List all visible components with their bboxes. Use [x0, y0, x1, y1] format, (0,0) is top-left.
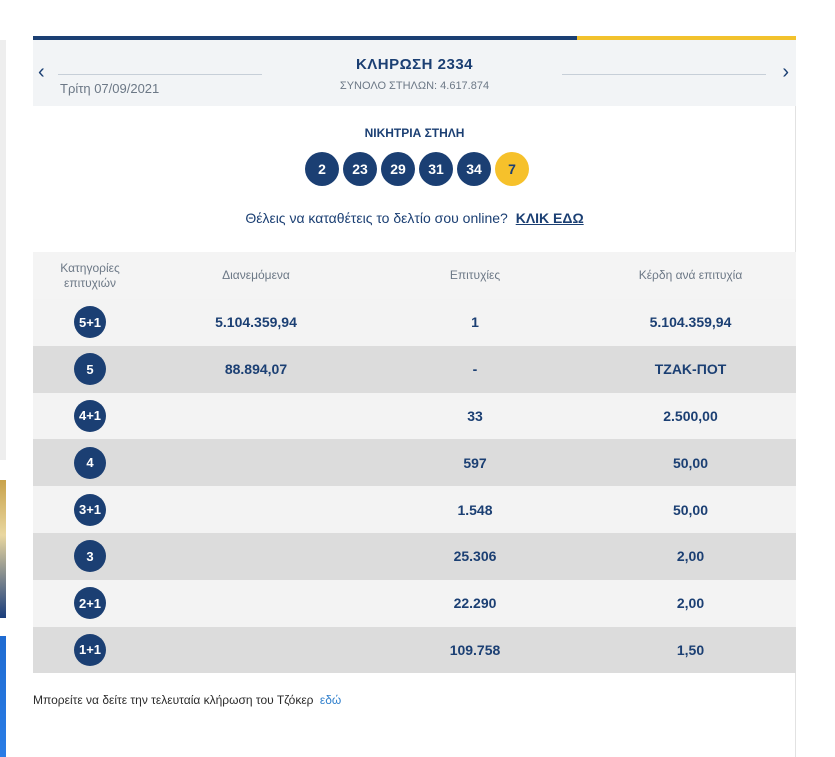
- winners-value: 33: [467, 407, 483, 424]
- table-row: [33, 580, 796, 627]
- chevron-right-icon[interactable]: ›: [782, 61, 789, 83]
- click-here-link[interactable]: ΚΛΙΚ ΕΔΩ: [515, 210, 584, 226]
- winning-number-ball: 29: [381, 152, 415, 186]
- table-header: [33, 252, 796, 299]
- prize-value: 2,00: [676, 548, 705, 565]
- table-row: [33, 439, 796, 486]
- winning-column-title: ΝΙΚΗΤΡΙΑ ΣΤΗΛΗ: [364, 126, 465, 140]
- left-banner-image: [0, 480, 6, 618]
- left-sidebar-edge: [0, 40, 6, 460]
- winning-number-ball: 23: [343, 152, 377, 186]
- distributed-value: 88.894,07: [224, 361, 288, 378]
- table-row: [33, 627, 796, 674]
- table-row: [33, 393, 796, 440]
- footer-note: [33, 693, 341, 707]
- category-badge: 3: [74, 540, 106, 572]
- winning-number-ball: 34: [457, 152, 491, 186]
- footer-link[interactable]: εδώ: [319, 693, 342, 707]
- winners-value: 25.306: [453, 548, 497, 565]
- category-badge: 3+1: [74, 494, 106, 526]
- header-categories: Κατηγορίες επιτυχιών: [60, 260, 120, 290]
- online-ticket-text: Θέλεις να καταθέτεις το δελτίο σου online?: [245, 210, 508, 226]
- category-badge: 4+1: [74, 400, 106, 432]
- prize-value: 2.500,00: [663, 407, 718, 424]
- category-badge: 5+1: [74, 306, 106, 338]
- chevron-left-icon[interactable]: ‹: [38, 61, 45, 83]
- header-winners: Επιτυχίες: [449, 268, 501, 282]
- draw-date: Τρίτη 07/09/2021: [60, 81, 160, 96]
- table-row: [33, 486, 796, 533]
- category-badge: 4: [74, 447, 106, 479]
- draw-title: ΚΛΗΡΩΣΗ 2334: [355, 56, 474, 73]
- top-navigation: [0, 0, 835, 8]
- category-badge: 1+1: [74, 634, 106, 666]
- prize-value: 5.104.359,94: [649, 314, 732, 331]
- winning-number-ball: 2: [305, 152, 339, 186]
- prize-value: 2,00: [676, 595, 705, 612]
- category-badge: 5: [74, 353, 106, 385]
- distributed-value: 5.104.359,94: [215, 314, 297, 331]
- header-distributed: Διανεμόμενα: [222, 268, 290, 282]
- winners-value: 109.758: [449, 641, 501, 658]
- bonus-number-ball: 7: [495, 152, 529, 186]
- winning-number-ball: 31: [419, 152, 453, 186]
- prize-table: [33, 252, 796, 673]
- category-badge: 2+1: [74, 587, 106, 619]
- divider-right: [562, 74, 766, 75]
- header-prize-per-winner: Κέρδη ανά επιτυχία: [638, 268, 743, 282]
- right-panel-edge: [795, 40, 835, 757]
- draw-header: [33, 40, 796, 106]
- prize-value: 50,00: [672, 501, 709, 518]
- table-row: [33, 299, 796, 346]
- winners-value: 1.548: [457, 501, 493, 518]
- winning-numbers: [305, 152, 529, 186]
- online-ticket-prompt: [33, 210, 796, 226]
- winners-value: 597: [463, 454, 487, 471]
- winners-value: 1: [471, 314, 479, 331]
- draw-total-columns: ΣΥΝΟΛΟ ΣΤΗΛΩΝ: 4.617.874: [339, 80, 490, 92]
- table-row: [33, 533, 796, 580]
- winners-value: -: [472, 361, 478, 378]
- prize-value: 1,50: [676, 641, 705, 658]
- footer-text: Μπορείτε να δείτε την τελευταία κλήρωση του Τζόκερ: [33, 693, 314, 707]
- prize-value: 50,00: [672, 454, 709, 471]
- table-row: [33, 346, 796, 393]
- prize-value: ΤΖΑΚ-ΠΟΤ: [654, 361, 727, 378]
- left-banner-image-2: [0, 636, 6, 757]
- divider-left: [58, 74, 262, 75]
- winners-value: 22.290: [453, 595, 497, 612]
